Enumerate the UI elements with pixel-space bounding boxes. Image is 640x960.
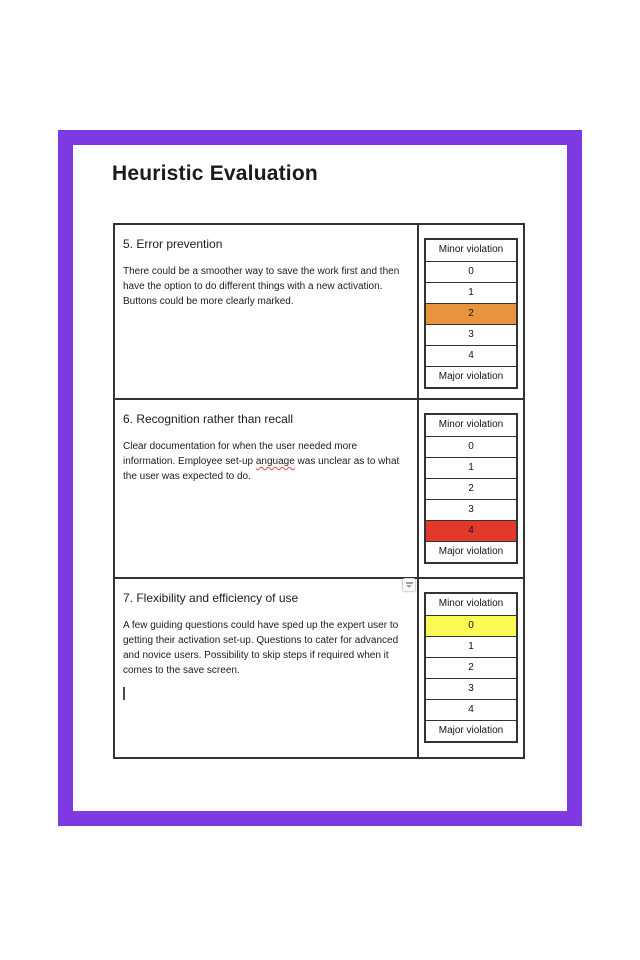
rating-option-minor-violation[interactable]: Minor violation	[426, 240, 516, 261]
rating-option-major-violation[interactable]: Major violation	[426, 720, 516, 741]
rating-option-4[interactable]: 4	[426, 345, 516, 366]
rating-option-0[interactable]: 0	[426, 615, 516, 636]
table-row	[115, 225, 523, 398]
rating-scale	[424, 413, 518, 564]
rating-option-3[interactable]: 3	[426, 324, 516, 345]
heuristic-text-cell[interactable]	[115, 400, 419, 577]
body-text: Clear documentation for when the user needed more information. Employee set-up	[123, 441, 358, 467]
rating-option-1[interactable]: 1	[426, 282, 516, 303]
table-row	[115, 577, 523, 757]
rating-option-3[interactable]: 3	[426, 499, 516, 520]
text-cursor	[123, 687, 125, 700]
heuristic-heading: 5. Error prevention	[123, 237, 223, 251]
rating-option-4[interactable]: 4	[426, 699, 516, 720]
heuristic-description	[123, 439, 408, 484]
rating-option-minor-violation[interactable]: Minor violation	[426, 594, 516, 615]
rating-option-minor-violation[interactable]: Minor violation	[426, 415, 516, 436]
rating-cell	[419, 225, 523, 398]
rating-option-1[interactable]: 1	[426, 636, 516, 657]
rating-option-major-violation[interactable]: Major violation	[426, 366, 516, 387]
heuristic-evaluation-table	[113, 223, 525, 759]
body-text: There could be a smoother way to save the work first and then have the option to do different things with a new activation. Buttons could be more clearly marked.	[123, 266, 400, 307]
rating-option-2[interactable]: 2	[426, 303, 516, 324]
table-row	[115, 398, 523, 577]
rating-option-0[interactable]: 0	[426, 436, 516, 457]
rating-option-4[interactable]: 4	[426, 520, 516, 541]
heuristic-description	[123, 618, 408, 678]
heuristic-description	[123, 264, 408, 309]
rating-scale	[424, 592, 518, 743]
rating-option-2[interactable]: 2	[426, 657, 516, 678]
heuristic-heading: 7. Flexibility and efficiency of use	[123, 591, 299, 605]
rating-option-major-violation[interactable]: Major violation	[426, 541, 516, 562]
heuristic-text-cell[interactable]	[115, 579, 419, 757]
rating-scale	[424, 238, 518, 389]
heuristic-text-cell[interactable]	[115, 225, 419, 398]
page-title: Heuristic Evaluation	[112, 162, 318, 185]
rating-cell	[419, 400, 523, 577]
rating-option-1[interactable]: 1	[426, 457, 516, 478]
chevron-down-icon	[406, 585, 412, 588]
rating-option-3[interactable]: 3	[426, 678, 516, 699]
misspelled-word: anguage	[255, 456, 295, 467]
table-controls-button[interactable]	[402, 578, 416, 592]
body-text: was unclear as to what the user was expected to do.	[123, 456, 400, 482]
body-text: A few guiding questions could have sped up the expert user to getting their activation set-up. Questions to cater for advanced and novice users. Possibility to skip steps if required when it comes to the save screen.	[123, 620, 399, 676]
table-controls-icon	[406, 582, 413, 584]
rating-option-2[interactable]: 2	[426, 478, 516, 499]
heuristic-heading: 6. Recognition rather than recall	[123, 412, 294, 426]
rating-option-0[interactable]: 0	[426, 261, 516, 282]
rating-cell	[419, 579, 523, 757]
